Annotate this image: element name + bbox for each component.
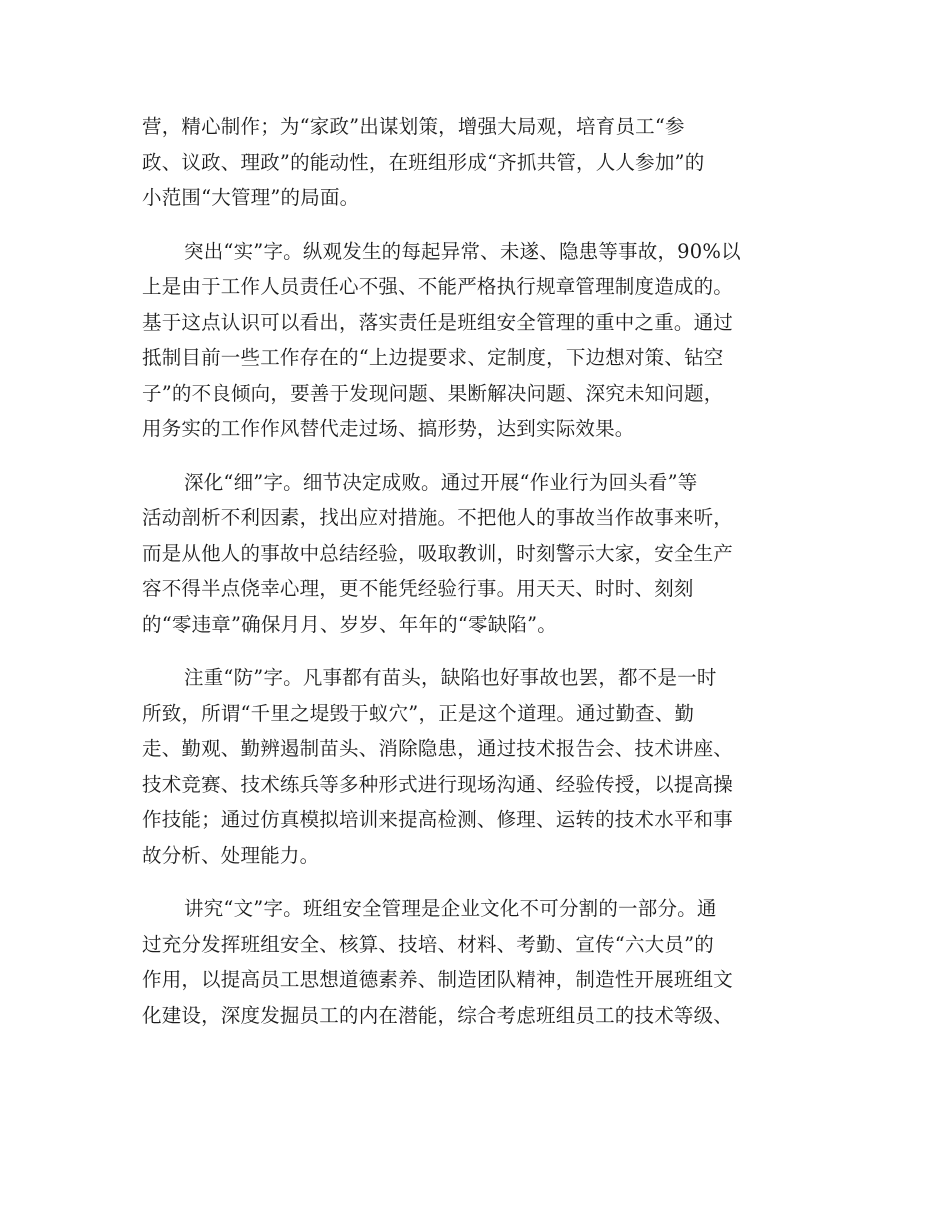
text-line: 深化“细”字。细节决定成败。通过开展“作业行为回头看”等 (184, 470, 698, 494)
text-line: 而是从他人的事故中总结经验，吸取教训，时刻警示大家，安全生产 (142, 541, 734, 565)
text-line: 的“零违章”确保月月、岁岁、年年的“零缺陷”。 (142, 612, 557, 636)
text-line: 过充分发挥班组安全、核算、技培、材料、考勤、宣传“六大员”的 (142, 932, 714, 956)
paragraph-continued (142, 109, 812, 216)
text-line: 技术竞赛、技术练兵等多种形式进行现场沟通、经验传授，以提高操 (142, 772, 734, 796)
text-line: 作用，以提高员工思想道德素养、制造团队精神，制造性开展班组文 (142, 968, 734, 991)
text-line: 注重“防”字。凡事都有苗头，缺陷也好事故也罢，都不是一时 (184, 666, 717, 689)
text-line: 小范围“大管理”的局面。 (142, 186, 360, 209)
text-line: 讲究“文”字。班组安全管理是企业文化不可分割的一部分。通 (184, 897, 717, 920)
text-line: 抵制目前一些工作存在的“上边提要求、定制度，下边想对策、钻空 (142, 346, 724, 369)
text-line: 政、议政、理政”的能动性，在班组形成“齐抓共管，人人参加”的 (142, 150, 705, 174)
text-line: 活动剖析不利因素，找出应对措施。不把他人的事故当作故事来听， (142, 506, 734, 529)
body-text (142, 109, 812, 1033)
text-line: 化建设，深度发掘员工的内在潜能，综合考虑班组员工的技术等级、 (142, 1003, 734, 1027)
text-line: 子”的不良倾向，要善于发现问题、果断解决问题、深究未知问题， (142, 381, 724, 405)
paragraph-shi (142, 234, 812, 447)
text-line: 作技能；通过仿真模拟培训来提高检测、修理、运转的技术水平和事 (142, 808, 734, 831)
text-line: 所致，所谓“千里之堤毁于蚁穴”，正是这个道理。通过勤查、勤 (142, 701, 695, 725)
text-line: 走、勤观、勤辨遏制苗头、消除隐患，通过技术报告会、技术讲座、 (142, 737, 734, 760)
text-line: 故分析、处理能力。 (142, 843, 320, 867)
text-line: 基于这点认识可以看出，落实责任是班组安全管理的重中之重。通过 (142, 310, 734, 334)
paragraph-fang (142, 660, 812, 873)
paragraph-wen (142, 891, 812, 1033)
text-line: 上是由于工作人员责任心不强、不能严格执行规章管理制度造成的。 (142, 275, 734, 298)
text-line: 营，精心制作；为“家政”出谋划策，增强大局观，培育员工“参 (142, 115, 685, 138)
paragraph-xi (142, 465, 812, 643)
text-line: 用务实的工作作风替代走过场、搞形势，达到实际效果。 (142, 417, 635, 440)
text-line: 容不得半点侥幸心理，更不能凭经验行事。用天天、时时、刻刻 (142, 577, 694, 600)
text-line: 突出“实”字。纵观发生的每起异常、未遂、隐患等事故，90%以 (184, 239, 741, 263)
